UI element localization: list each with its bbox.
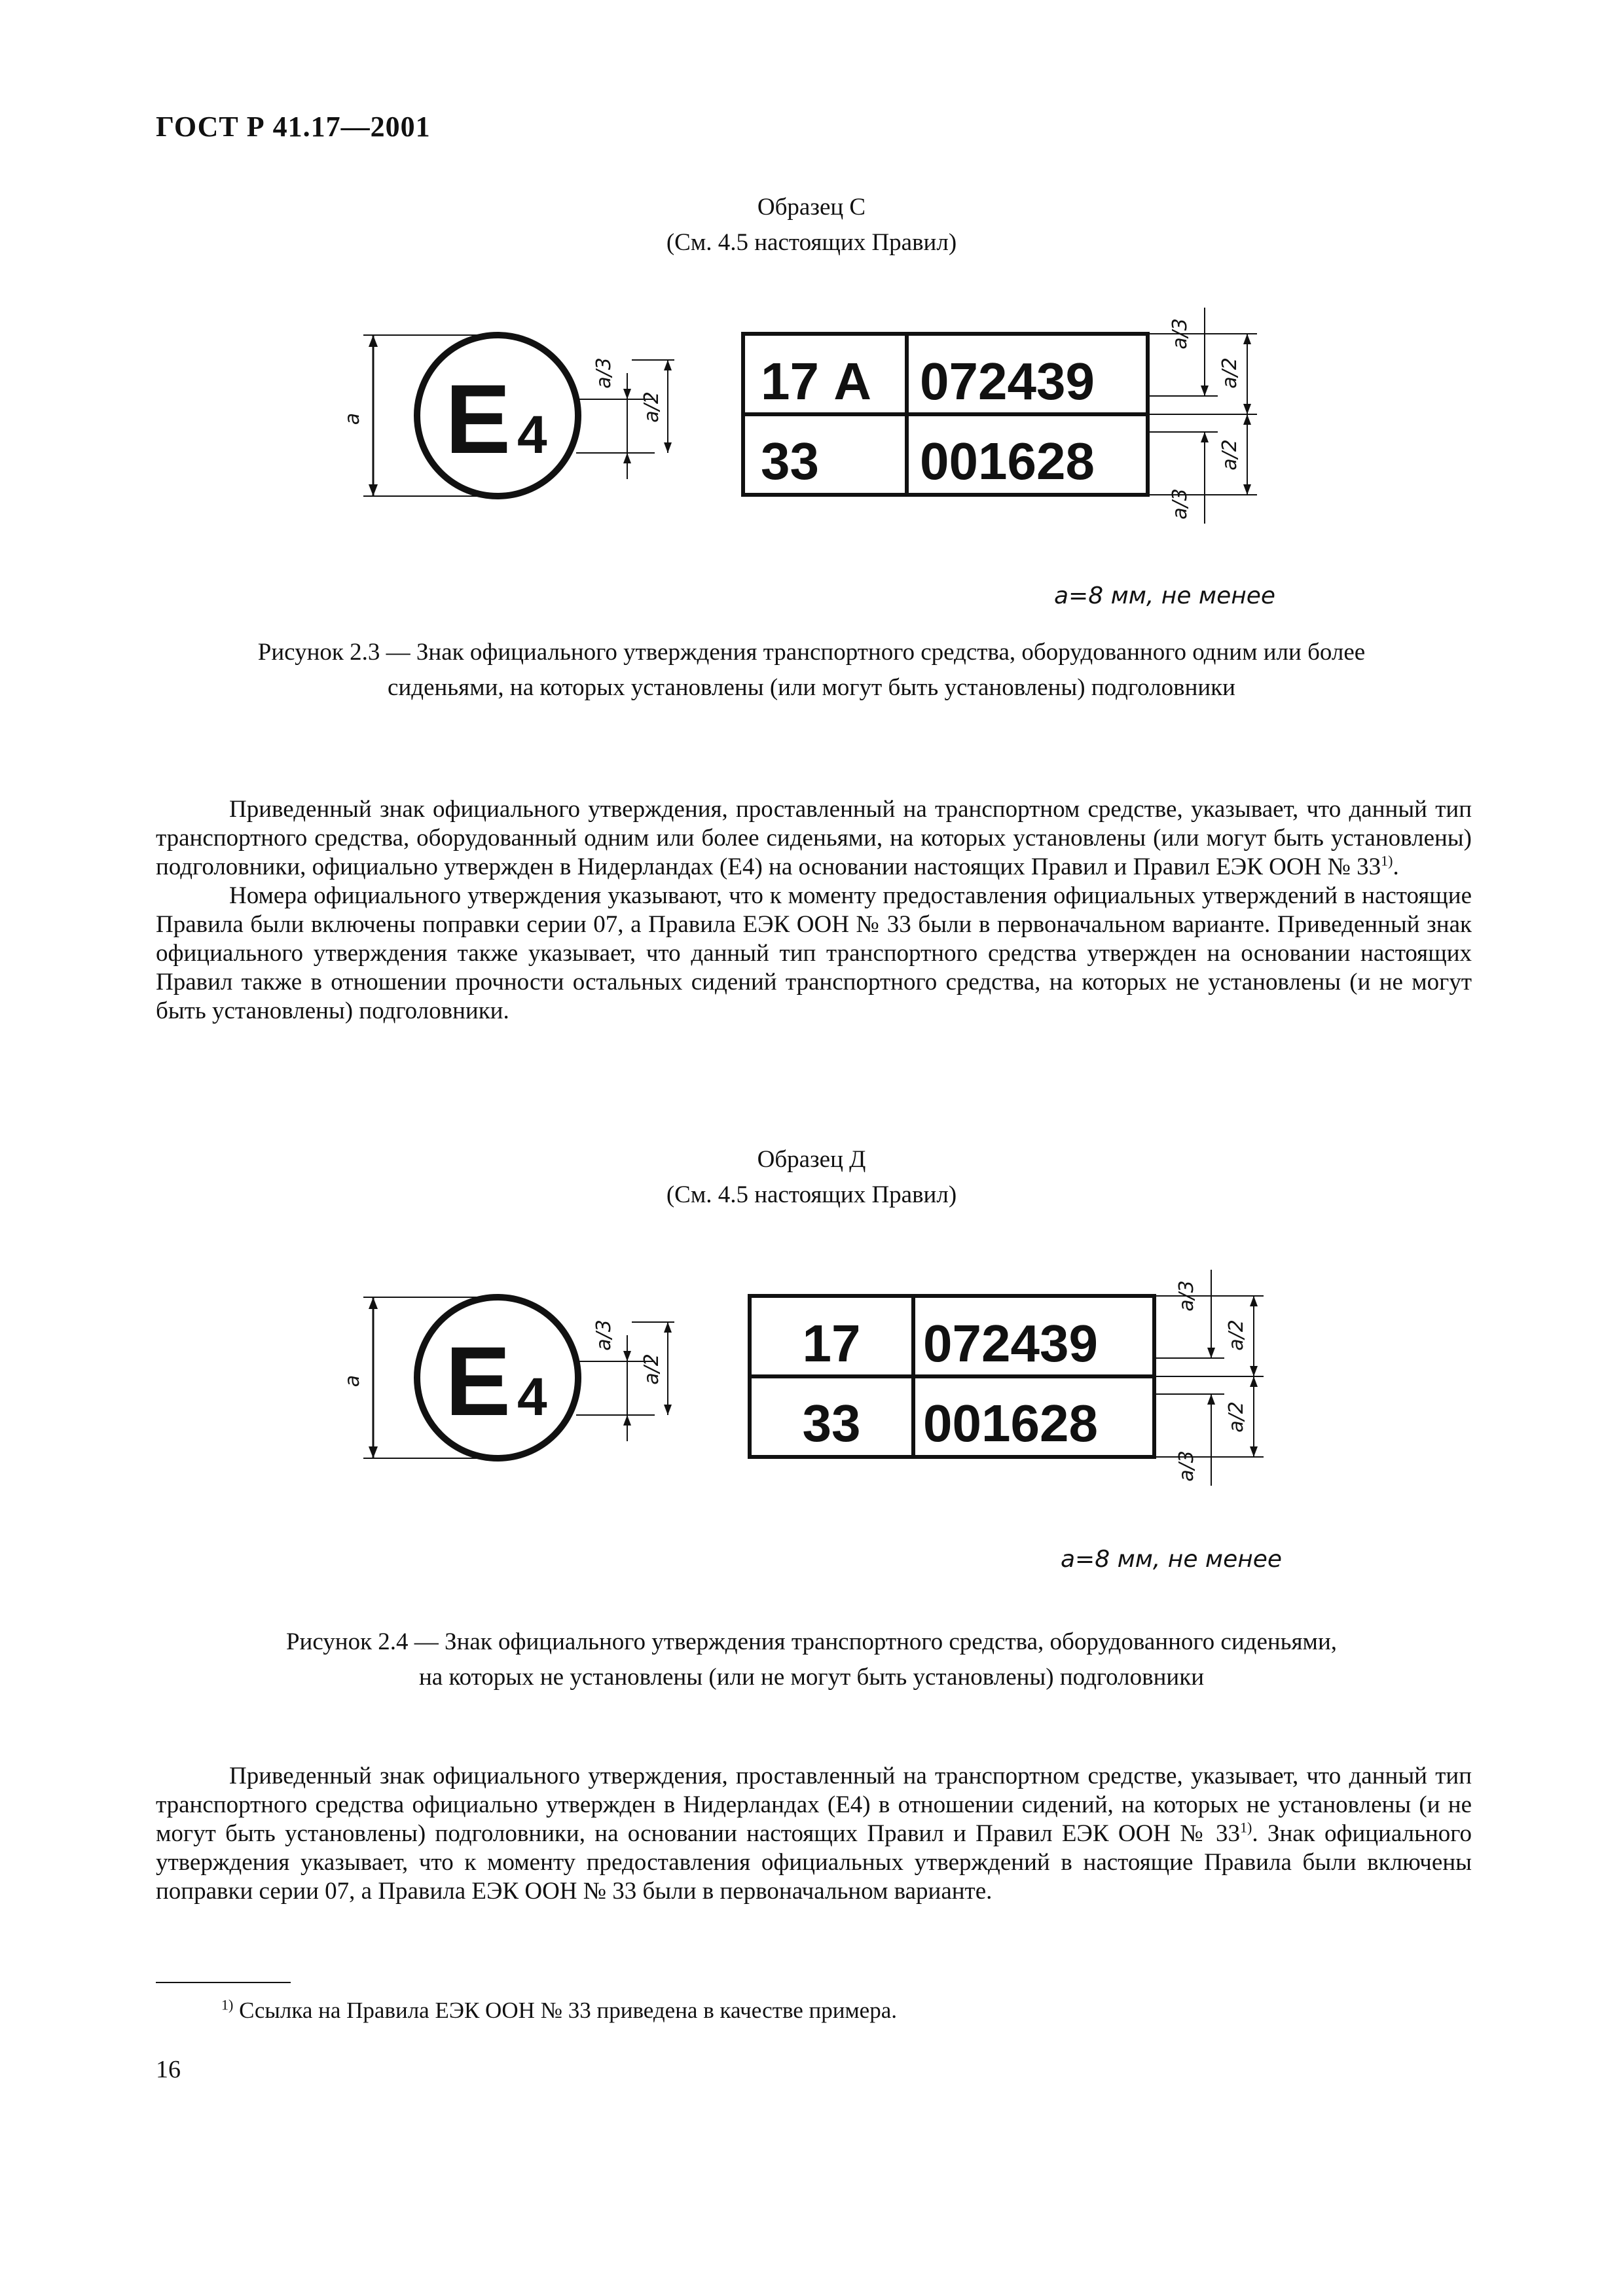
approval-table-d bbox=[750, 1270, 1264, 1486]
dim-a3-top: a/3 bbox=[1175, 1280, 1198, 1312]
dim-a2-bottom: a/2 bbox=[1218, 439, 1241, 471]
paragraph-d1-text: Приведенный знак официального утверждения, проставленный на транспортном средстве, указывает, что данный тип транспортного средства официально утвержден в Нидерландах (Е4) в отношении сидений, на которых не установлены (и не могут быть установлены) подголовники, на основании настоящих Правил и Правил ЕЭК ООН № 33 bbox=[156, 1763, 1472, 1847]
table-d-row1-num: 072439 bbox=[923, 1314, 1098, 1372]
paragraphs-c bbox=[156, 795, 1472, 1026]
paragraph-c1 bbox=[156, 795, 1472, 882]
dim-a3-bottom: a/3 bbox=[1169, 488, 1192, 520]
sample-c-title bbox=[0, 190, 1623, 260]
mark-country-number: 4 bbox=[517, 1367, 547, 1427]
paragraphs-d bbox=[156, 1762, 1472, 1906]
mark-letter: E bbox=[445, 364, 511, 474]
figure-2-3-caption-line2: сиденьями, на которых установлены (или могут быть установлены) подголовники bbox=[388, 674, 1235, 701]
dim-a-label: a bbox=[341, 1374, 364, 1388]
table-c-row2-reg: 33 bbox=[761, 432, 819, 490]
table-d-row2-num: 001628 bbox=[923, 1394, 1098, 1452]
dim-a3-bottom: a/3 bbox=[1175, 1450, 1198, 1482]
footnote-marker: 1) bbox=[221, 1996, 234, 2013]
table-c-row1-reg: 17 А bbox=[761, 352, 871, 410]
paragraph-d1 bbox=[156, 1762, 1472, 1906]
footnote-divider bbox=[156, 1982, 291, 1983]
sample-d-title-text: Образец Д bbox=[757, 1146, 866, 1173]
table-d-row2-reg: 33 bbox=[802, 1394, 861, 1452]
figure-2-4-caption-line1: Рисунок 2.4 — Знак официального утверждения транспортного средства, оборудованного сиденьями, bbox=[285, 1628, 1338, 1655]
mark-letter: E bbox=[445, 1326, 511, 1436]
footnote-ref: 1) bbox=[1240, 1819, 1252, 1836]
sample-d-reference: (См. 4.5 настоящих Правил) bbox=[666, 1181, 957, 1208]
footnote bbox=[221, 1998, 897, 2024]
dim-a3-label: a/3 bbox=[593, 357, 615, 389]
sample-d-dim-note: a=8 мм, не менее bbox=[1061, 1546, 1283, 1573]
dim-a-label: a bbox=[341, 412, 364, 425]
figure-2-4 bbox=[0, 1270, 1623, 1505]
dim-a2-top: a/2 bbox=[1218, 357, 1241, 389]
mark-country-number: 4 bbox=[517, 405, 547, 465]
paragraph-c2: Номера официального утверждения указывают, что к моменту предоставления официальных утверждений в настоящие Правила были включены поправки серии 07, а Правила ЕЭК ООН № 33 были в первоначальном варианте. Приведенный знак официального утверждения также указывает, что данный тип транспортного средства утвержден на основании настоящих Правил также в отношении прочности остальных сидений транспортного средства, на которых не установлены (и не могут быть установлены) подголовники. bbox=[156, 882, 1472, 1024]
footnote-ref: 1) bbox=[1381, 852, 1393, 869]
sample-c-reference: (См. 4.5 настоящих Правил) bbox=[666, 229, 957, 256]
footnote-text: Ссылка на Правила ЕЭК ООН № 33 приведена в качестве примера. bbox=[233, 1998, 897, 2023]
document-header: ГОСТ Р 41.17—2001 bbox=[156, 111, 431, 143]
paragraph-c1-end: . bbox=[1393, 853, 1399, 880]
approval-mark-d bbox=[341, 1297, 674, 1458]
dim-a3-top: a/3 bbox=[1169, 318, 1192, 350]
dim-a2-top: a/2 bbox=[1225, 1319, 1248, 1351]
table-c-row2-num: 001628 bbox=[920, 432, 1095, 490]
dim-a2-label: a/2 bbox=[640, 1354, 663, 1385]
figure-2-4-caption-line2: на которых не установлены (или не могут быть установлены) подголовники bbox=[419, 1664, 1204, 1691]
approval-table-c bbox=[743, 308, 1257, 524]
paragraph-c1-text: Приведенный знак официального утверждения, проставленный на транспортном средстве, указывает, что данный тип транспортного средства, оборудованный одним или более сиденьями, на которых установлены (или могут быть установлены) подголовники, официально утвержден в Нидерландах (Е4) на основании настоящих Правил и Правил ЕЭК ООН № 33 bbox=[156, 796, 1472, 880]
table-c-row1-num: 072439 bbox=[920, 352, 1095, 410]
figure-2-4-caption bbox=[0, 1624, 1623, 1695]
dim-a2-bottom: a/2 bbox=[1225, 1401, 1248, 1433]
dim-a3-label: a/3 bbox=[593, 1319, 615, 1351]
figure-2-3 bbox=[0, 308, 1623, 543]
figure-2-3-caption-line1: Рисунок 2.3 — Знак официального утверждения транспортного средства, оборудованного одним или более bbox=[257, 639, 1366, 666]
table-d-row1-reg: 17 bbox=[802, 1314, 861, 1372]
sample-c-title-text: Образец С bbox=[757, 194, 866, 221]
sample-c-dim-note: a=8 мм, не менее bbox=[1054, 583, 1276, 609]
page-number: 16 bbox=[156, 2056, 181, 2083]
sample-d-title bbox=[0, 1142, 1623, 1213]
dim-a2-label: a/2 bbox=[640, 391, 663, 423]
approval-mark-c bbox=[341, 335, 674, 496]
figure-2-3-caption bbox=[0, 635, 1623, 706]
paragraph-d1-end: . Знак официального утверждения указывает, что к моменту предоставления официальных утверждений в настоящие Правила были включены поправки серии 07, а Правила ЕЭК ООН № 33 были в первоначальном варианте. bbox=[156, 1820, 1472, 1905]
